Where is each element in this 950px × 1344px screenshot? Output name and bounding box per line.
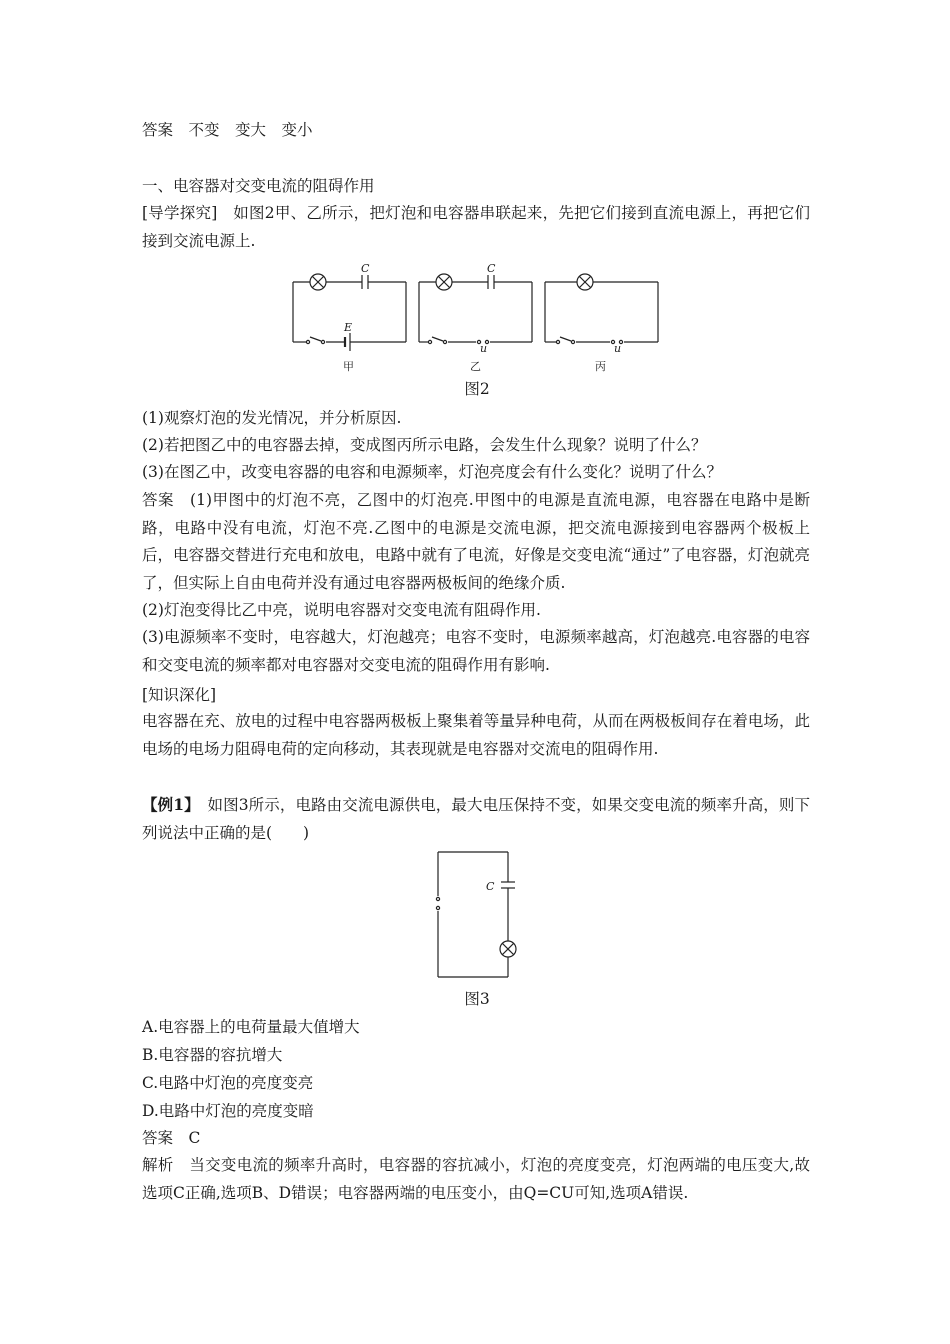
question-1: (1)观察灯泡的发光情况，并分析原因.: [142, 409, 402, 427]
example-1: [142, 791, 810, 847]
label-e: E: [344, 321, 353, 334]
option-c: C.电路中灯泡的亮度变亮: [142, 1074, 314, 1092]
figure-2-caption: 图2: [464, 380, 490, 398]
knowledge-paragraph: 电容器在充、放电的过程中电容器两极板上聚集着等量异种电荷，从而在两极板间存在着电场，此电场的电场力阻碍电荷的定向移动，其表现就是电容器对交流电的阻碍作用.: [142, 712, 810, 758]
option-b: B.电容器的容抗增大: [142, 1046, 283, 1064]
figure-3-caption: 图3: [464, 990, 490, 1008]
question-2: (2)若把图乙中的电容器去掉，变成图丙所示电路，会发生什么现象？说明了什么？: [142, 436, 707, 454]
label-c2: C: [487, 262, 496, 275]
figure-2-circuits: [290, 262, 662, 380]
answer-top: 答案 不变 变大 变小: [142, 121, 313, 139]
switch-icon: [432, 337, 443, 341]
answer-3: (3)电源频率不变时，电容越大，灯泡越亮；电容不变时，电源频率越高，灯泡越亮.电容器的电容和交变电流的频率都对电容器对交变电流的阻碍作用有影响.: [142, 628, 810, 674]
label-u1: u: [480, 342, 488, 355]
example-label: 【例1】: [142, 795, 192, 814]
label-c: C: [486, 880, 495, 893]
example-text: 如图3所示，电路由交流电源供电，最大电压保持不变，如果交变电流的频率升高，则下列说法中正确的是( ): [142, 796, 810, 842]
option-a: A.电容器上的电荷量最大值增大: [142, 1018, 360, 1036]
label-yi: 乙: [470, 360, 481, 373]
analysis-paragraph: 解析 当交变电流的频率升高时，电容器的容抗减小，灯泡的亮度变亮，灯泡两端的电压变大,故选项C正确,选项B、D错误；电容器两端的电压变小，由Q=CU可知,选项A错误.: [142, 1156, 810, 1202]
section-title: 一、电容器对交变电流的阻碍作用: [142, 177, 375, 195]
circuit-jia: [293, 274, 406, 351]
figure-3-circuit: [422, 846, 522, 982]
answer-1: 答案 (1)甲图中的灯泡不亮，乙图中的灯泡亮.甲图中的电源是直流电源，电容器在电路中是断路，电路中没有电流，灯泡不亮.乙图中的电源是交流电源，把交流电源接到电容器两个极板上后，电容器交替进行充电和放电，电路中就有了电流，好像是交变电流“通过”了电容器，灯泡就亮了，但实际上自由电荷并没有通过电容器两极板间的绝缘介质.: [142, 491, 810, 592]
circuit-yi: [419, 274, 532, 344]
label-c1: C: [361, 262, 370, 275]
switch-icon: [310, 337, 321, 341]
option-d: D.电路中灯泡的亮度变暗: [142, 1102, 314, 1120]
ac-terminal-icon: [436, 897, 439, 900]
circuit-bing: [545, 274, 658, 344]
label-jia: 甲: [343, 360, 354, 373]
label-u2: u: [614, 342, 622, 355]
guide-paragraph: [导学探究] 如图2甲、乙所示，把灯泡和电容器串联起来，先把它们接到直流电源上，再把它们接到交流电源上.: [142, 204, 810, 250]
answer-2: (2)灯泡变得比乙中亮，说明电容器对交变电流有阻碍作用.: [142, 601, 541, 619]
knowledge-title: [知识深化]: [142, 686, 217, 704]
question-3: (3)在图乙中，改变电容器的电容和电源频率，灯泡亮度会有什么变化？说明了什么？: [142, 463, 722, 481]
answer-example: 答案 C: [142, 1129, 201, 1147]
label-bing: 丙: [595, 360, 606, 373]
switch-icon: [560, 337, 571, 341]
